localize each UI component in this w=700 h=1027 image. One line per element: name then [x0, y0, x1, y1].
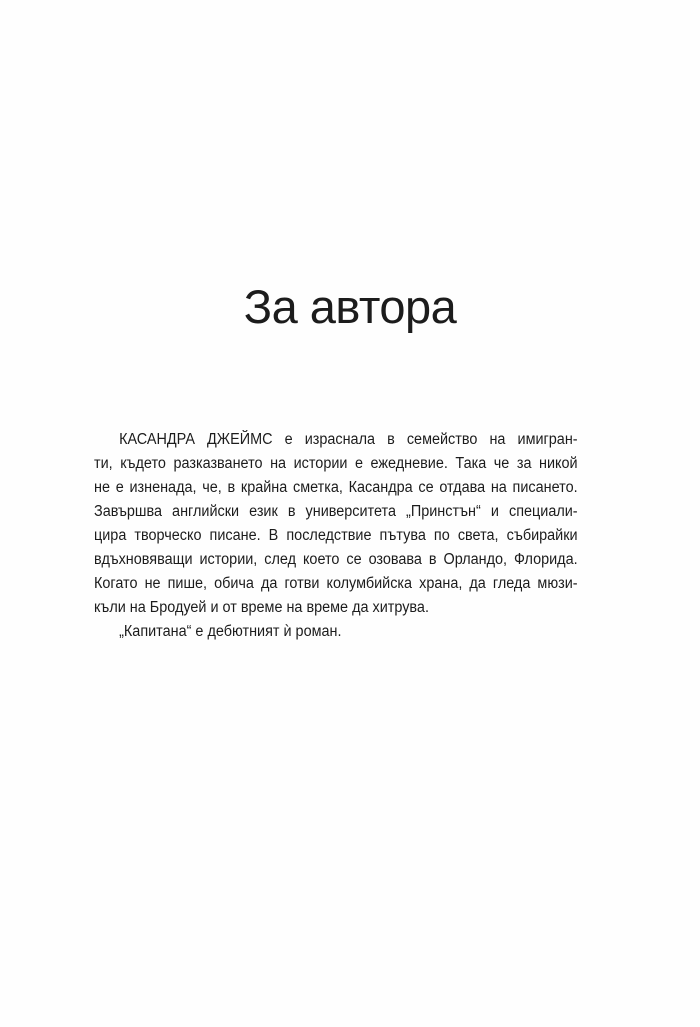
bio-line: КАСАНДРА ДЖЕЙМС е израснала в семейство на имигран-: [119, 431, 578, 448]
bio-line: „Капитана“ е дебютният ѝ роман.: [119, 623, 342, 640]
bio-line: цира творческо писане. В последствие пътува по света, събирайки: [94, 527, 578, 544]
bio-line: вдъхновяващи истории, след което се озовава в Орландо, Флорида.: [94, 551, 578, 568]
bio-line: ти, където разказването на истории е ежедневие. Така че за никой: [94, 455, 578, 472]
page-title: За автора: [243, 280, 457, 334]
bio-line: не е изненада, че, в крайна сметка, Касандра се отдава на писането.: [94, 479, 578, 496]
author-bio: [94, 428, 578, 644]
bio-line: къли на Бродуей и от време на време да хитрува.: [94, 599, 429, 616]
bio-line: Когато не пише, обича да готви колумбийска храна, да гледа мюзи-: [94, 575, 578, 592]
bio-line: Завършва английски език в университета „Принстън“ и специали-: [94, 503, 578, 520]
